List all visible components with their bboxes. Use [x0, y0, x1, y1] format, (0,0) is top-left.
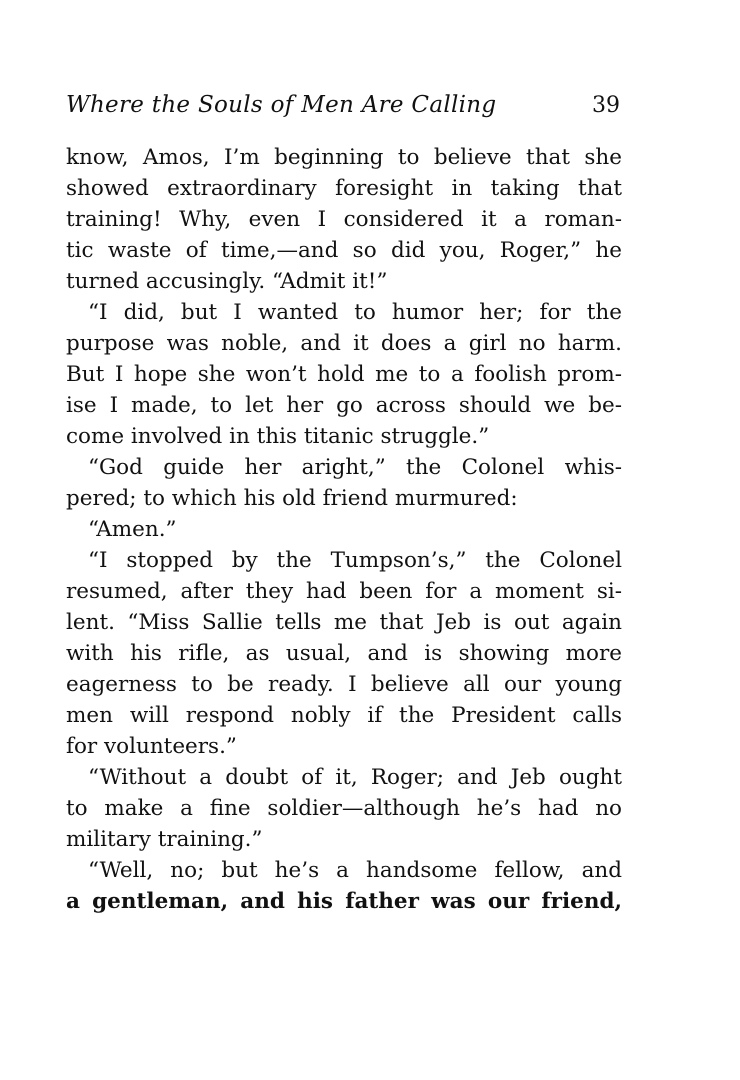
text-line: lent. “Miss Sallie tells me that Jeb is out again: [66, 610, 622, 635]
text-line: know, Amos, I’m beginning to believe that she: [66, 145, 622, 170]
text-line: “I stopped by the Tumpson’s,” the Colonel: [88, 548, 622, 573]
text-line: for volunteers.”: [66, 734, 237, 759]
text-line: tic waste of time,—and so did you, Roger,” he: [66, 238, 622, 263]
text-line: military training.”: [66, 827, 263, 852]
text-line: “I did, but I wanted to humor her; for the: [88, 300, 622, 325]
text-line: men will respond nobly if the President calls: [66, 703, 622, 728]
text-line: eagerness to be ready. I believe all our young: [66, 672, 622, 697]
text-line: But I hope she won’t hold me to a foolish prom-: [66, 362, 622, 387]
text-line: “Amen.”: [88, 517, 177, 542]
text-line: “Without a doubt of it, Roger; and Jeb ought: [88, 765, 622, 790]
text-line: resumed, after they had been for a moment si-: [66, 579, 622, 604]
text-line: come involved in this titanic struggle.”: [66, 424, 490, 449]
text-line: pered; to which his old friend murmured:: [66, 486, 518, 511]
running-head: [66, 92, 622, 132]
text-line: “Well, no; but he’s a handsome fellow, and: [88, 858, 622, 883]
text-line: training! Why, even I considered it a roman-: [66, 207, 622, 232]
text-line: ise I made, to let her go across should we be-: [66, 393, 622, 418]
text-line: to make a fine soldier—although he’s had no: [66, 796, 622, 821]
text-line: turned accusingly. “Admit it!”: [66, 269, 388, 294]
page-number: 39: [592, 93, 620, 118]
running-title: Where the Souls of Men Are Calling: [66, 92, 497, 118]
text-line: “God guide her aright,” the Colonel whis-: [88, 455, 622, 480]
text-line: showed extraordinary foresight in taking that: [66, 176, 622, 201]
body-text: [66, 142, 622, 917]
text-line: purpose was noble, and it does a girl no harm.: [66, 331, 622, 356]
text-line: with his rifle, as usual, and is showing more: [66, 641, 622, 666]
text-line: a gentleman, and his father was our friend,: [66, 889, 622, 914]
